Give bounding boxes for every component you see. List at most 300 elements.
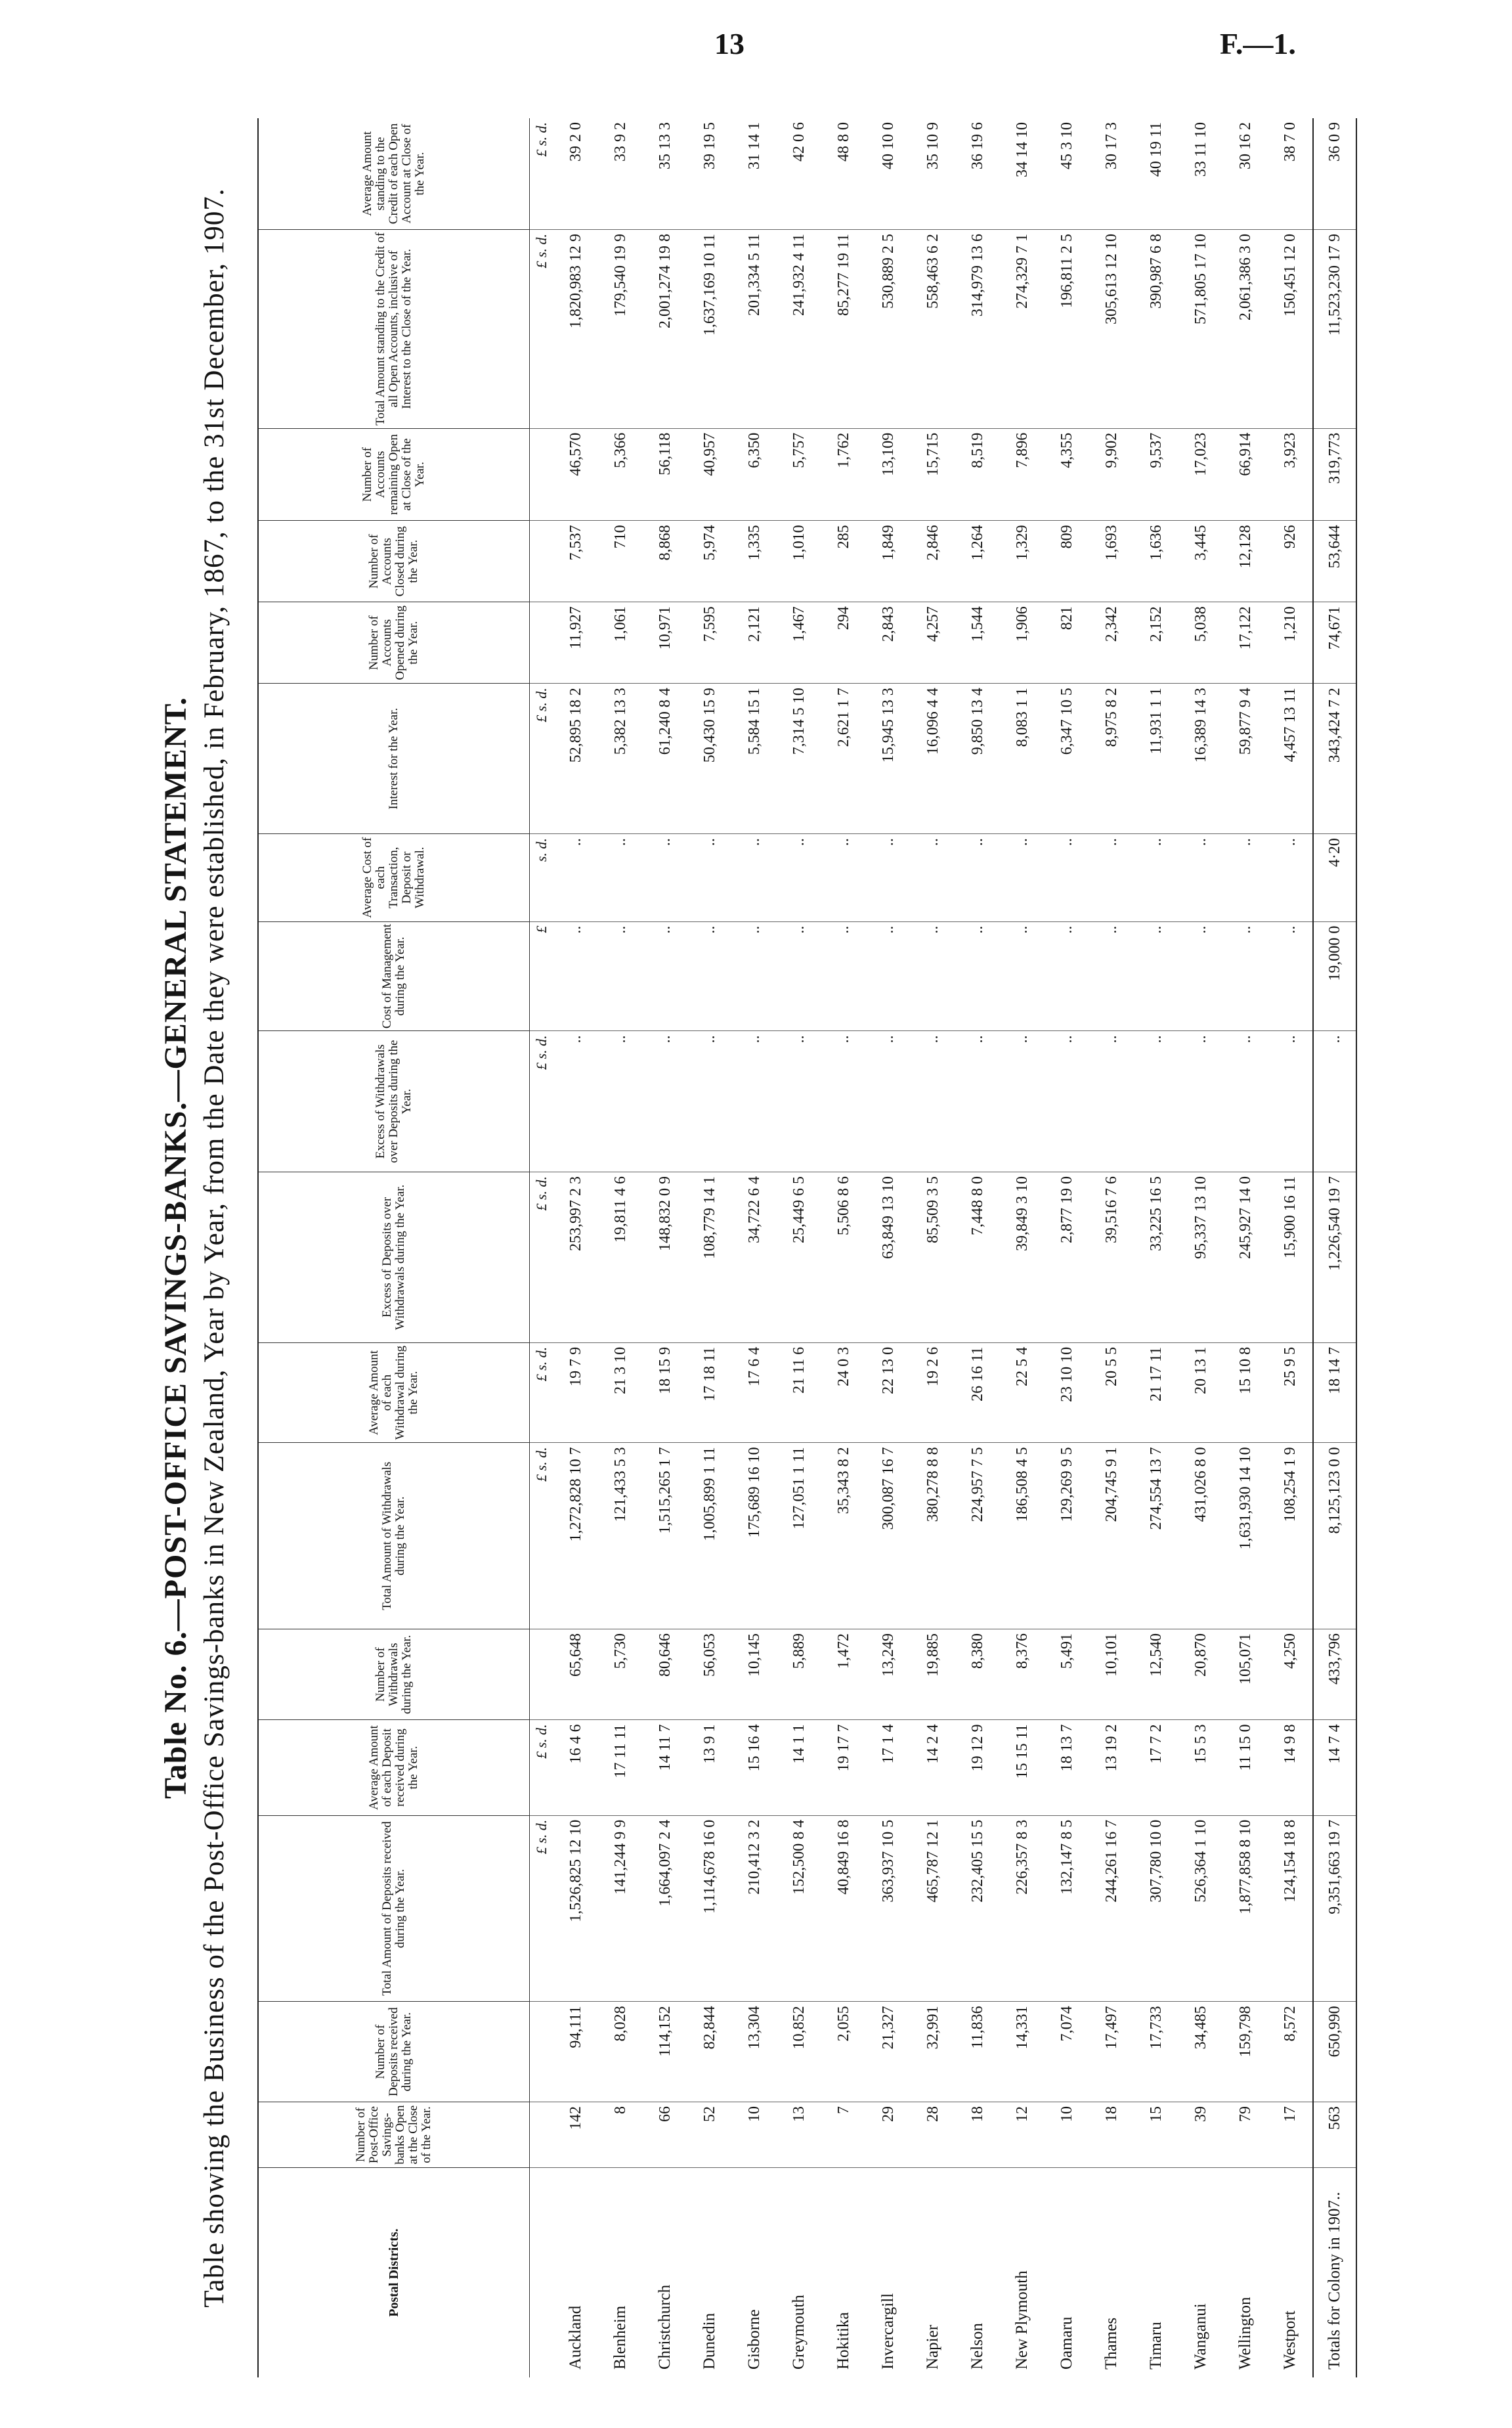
cell-closed: 1,693 xyxy=(1089,521,1134,602)
cell-avg-standing: 48 8 0 xyxy=(821,118,866,229)
cell-exc-dep: 245,927 14 0 xyxy=(1223,1172,1268,1342)
cell-opened: 821 xyxy=(1045,602,1089,684)
cell-tot-dep: 244,261 16 7 xyxy=(1089,1815,1134,2002)
cell-avg-wd: 22 13 0 xyxy=(866,1342,911,1443)
cell-closed: 8,868 xyxy=(643,521,687,602)
cell-banks: 15 xyxy=(1134,2102,1178,2167)
cell-exc-wd: .. xyxy=(1313,1031,1356,1172)
unit-sd: s. d. xyxy=(530,834,554,921)
cell-tot-dep: 526,364 1 10 xyxy=(1178,1815,1223,2002)
cell-interest: 4,457 13 11 xyxy=(1268,684,1313,834)
cell-avg-cost: .. xyxy=(643,834,687,921)
totals-body xyxy=(1313,118,1356,2377)
cell-banks: 10 xyxy=(1045,2102,1089,2167)
cell-closed: 3,445 xyxy=(1178,521,1223,602)
cell-avg-wd: 25 9 5 xyxy=(1268,1342,1313,1443)
cell-exc-dep: 19,811 4 6 xyxy=(598,1172,643,1342)
cell-tot-dep: 1,877,858 8 10 xyxy=(1223,1815,1268,2002)
cell-avg-standing: 45 3 10 xyxy=(1045,118,1089,229)
cell-avg-wd: 18 15 9 xyxy=(643,1342,687,1443)
cell-num-wd: 56,053 xyxy=(687,1629,732,1720)
cell-total-standing: 305,613 12 10 xyxy=(1089,229,1134,428)
cell-num-wd: 65,648 xyxy=(553,1629,598,1720)
cell-avg-standing: 40 10 0 xyxy=(866,118,911,229)
cell-num-dep: 82,844 xyxy=(687,2002,732,2102)
cell-avg-wd: 22 5 4 xyxy=(1000,1342,1045,1443)
cell-tot-dep: 124,154 18 8 xyxy=(1268,1815,1313,2002)
cell-tot-dep: 132,147 8 5 xyxy=(1045,1815,1089,2002)
cell-district: Gisborne xyxy=(745,2309,763,2370)
cell-num-dep: 14,331 xyxy=(1000,2002,1045,2102)
cell-district: Oamaru xyxy=(1058,2316,1075,2370)
cell-tot-wd: 431,026 8 0 xyxy=(1178,1443,1223,1629)
cell-remaining: 1,762 xyxy=(821,428,866,521)
cell-cost: 19,000 0 xyxy=(1313,921,1356,1031)
cell-tot-wd: 121,433 5 3 xyxy=(598,1443,643,1629)
cell-avg-wd: 19 2 6 xyxy=(911,1342,955,1443)
cell-exc-dep: 253,997 2 3 xyxy=(553,1172,598,1342)
cell-exc-wd: .. xyxy=(1089,1031,1134,1172)
cell-banks: 18 xyxy=(955,2102,1000,2167)
cell-num-dep: 8,028 xyxy=(598,2002,643,2102)
col-excess-deposits: Excess of Deposits over Withdrawals during the Year. xyxy=(258,1172,530,1342)
cell-tot-wd: 1,005,899 1 11 xyxy=(687,1443,732,1629)
cell-interest: 59,877 9 4 xyxy=(1223,684,1268,834)
cell-avg-cost: .. xyxy=(732,834,777,921)
table-row xyxy=(553,118,598,2377)
cell-total-standing: 274,329 7 1 xyxy=(1000,229,1045,428)
cell-exc-dep: 25,449 6 5 xyxy=(777,1172,821,1342)
cell-opened: 2,843 xyxy=(866,602,911,684)
col-avg-standing: Average Amount standing to the Credit of each Open Account at Close of the Year. xyxy=(258,118,530,229)
cell-closed: 1,264 xyxy=(955,521,1000,602)
cell-exc-wd: .. xyxy=(777,1031,821,1172)
cell-num-wd: 5,491 xyxy=(1045,1629,1089,1720)
cell-district: Wellington xyxy=(1236,2297,1254,2370)
cell-cost: .. xyxy=(1178,921,1223,1031)
unit-lsd: £ s. d. xyxy=(530,1443,554,1629)
cell-tot-wd: 224,957 7 5 xyxy=(955,1443,1000,1629)
cell-tot-dep: 1,664,097 2 4 xyxy=(643,1815,687,2002)
cell-exc-dep: 2,877 19 0 xyxy=(1045,1172,1089,1342)
cell-exc-wd: .. xyxy=(1223,1031,1268,1172)
cell-avg-cost: .. xyxy=(1268,834,1313,921)
cell-avg-standing: 42 0 6 xyxy=(777,118,821,229)
cell-exc-wd: .. xyxy=(553,1031,598,1172)
cell-avg-cost: .. xyxy=(1000,834,1045,921)
cell-total-standing: 390,987 6 8 xyxy=(1134,229,1178,428)
col-total-standing: Total Amount standing to the Credit of all Open Accounts, inclusive of Interest to the Close of the Year. xyxy=(258,229,530,428)
cell-district: Napier xyxy=(924,2324,941,2370)
cell-closed: 5,974 xyxy=(687,521,732,602)
cell-avg-wd: 19 7 9 xyxy=(553,1342,598,1443)
cell-avg-dep: 11 15 0 xyxy=(1223,1720,1268,1815)
cell-num-wd: 433,796 xyxy=(1313,1629,1356,1720)
cell-interest: 6,347 10 5 xyxy=(1045,684,1089,834)
cell-opened: 17,122 xyxy=(1223,602,1268,684)
cell-cost: .. xyxy=(1223,921,1268,1031)
unit-pounds: £ xyxy=(530,921,554,1031)
cell-avg-standing: 40 19 11 xyxy=(1134,118,1178,229)
cell-tot-wd: 204,745 9 1 xyxy=(1089,1443,1134,1629)
cell-district: Thames xyxy=(1102,2317,1120,2370)
cell-total-standing: 571,805 17 10 xyxy=(1178,229,1223,428)
cell-remaining: 5,757 xyxy=(777,428,821,521)
table-row xyxy=(1134,118,1178,2377)
cell-banks: 28 xyxy=(911,2102,955,2167)
cell-exc-dep: 15,900 16 11 xyxy=(1268,1172,1313,1342)
cell-district: New Plymouth xyxy=(1013,2270,1031,2370)
header-row xyxy=(258,118,530,2377)
cell-avg-dep: 15 5 3 xyxy=(1178,1720,1223,1815)
cell-opened: 1,544 xyxy=(955,602,1000,684)
unit-lsd: £ s. d. xyxy=(530,229,554,428)
cell-tot-wd: 175,689 16 10 xyxy=(732,1443,777,1629)
cell-exc-dep: 63,849 13 10 xyxy=(866,1172,911,1342)
table-row xyxy=(777,118,821,2377)
cell-total-standing: 1,637,169 10 11 xyxy=(687,229,732,428)
cell-num-wd: 19,885 xyxy=(911,1629,955,1720)
cell-interest: 5,584 15 1 xyxy=(732,684,777,834)
cell-num-wd: 12,540 xyxy=(1134,1629,1178,1720)
table-caption: Table No. 6.—POST-OFFICE SAVINGS-BANKS.—GENERAL STATEMENT. xyxy=(158,697,193,1799)
cell-district: Timaru xyxy=(1147,2322,1165,2370)
cell-avg-standing: 35 10 9 xyxy=(911,118,955,229)
cell-avg-standing: 30 16 2 xyxy=(1223,118,1268,229)
cell-remaining: 4,355 xyxy=(1045,428,1089,521)
paper-identifier: F.—1. xyxy=(1220,27,1296,60)
table-row xyxy=(955,118,1000,2377)
cell-exc-wd: .. xyxy=(866,1031,911,1172)
cell-interest: 343,424 7 2 xyxy=(1313,684,1356,834)
cell-avg-standing: 33 9 2 xyxy=(598,118,643,229)
totals-row xyxy=(1313,118,1356,2377)
cell-avg-cost: .. xyxy=(687,834,732,921)
cell-avg-standing: 30 17 3 xyxy=(1089,118,1134,229)
cell-avg-cost: 4·20 xyxy=(1313,834,1356,921)
cell-interest: 61,240 8 4 xyxy=(643,684,687,834)
cell-num-dep: 2,055 xyxy=(821,2002,866,2102)
cell-avg-standing: 31 14 1 xyxy=(732,118,777,229)
cell-opened: 1,210 xyxy=(1268,602,1313,684)
cell-district: Invercargill xyxy=(879,2293,897,2370)
cell-exc-wd: .. xyxy=(1000,1031,1045,1172)
cell-avg-dep: 16 4 6 xyxy=(553,1720,598,1815)
col-banks-open: Number of Post-Office Savings-banks Open at the Close of the Year. xyxy=(258,2102,530,2167)
unit-lsd: £ s. d. xyxy=(530,118,554,229)
cell-avg-dep: 17 7 2 xyxy=(1134,1720,1178,1815)
cell-tot-wd: 380,278 8 8 xyxy=(911,1443,955,1629)
cell-opened: 1,906 xyxy=(1000,602,1045,684)
cell-total-standing: 558,463 6 2 xyxy=(911,229,955,428)
cell-num-wd: 8,376 xyxy=(1000,1629,1045,1720)
cell-cost: .. xyxy=(911,921,955,1031)
cell-banks: 142 xyxy=(553,2102,598,2167)
cell-district: Auckland xyxy=(567,2305,584,2370)
cell-closed: 926 xyxy=(1268,521,1313,602)
cell-closed: 285 xyxy=(821,521,866,602)
cell-remaining: 6,350 xyxy=(732,428,777,521)
cell-avg-wd: 21 17 11 xyxy=(1134,1342,1178,1443)
cell-cost: .. xyxy=(1134,921,1178,1031)
cell-district: Hokitika xyxy=(834,2312,852,2370)
cell-closed: 7,537 xyxy=(553,521,598,602)
cell-cost: .. xyxy=(643,921,687,1031)
cell-avg-standing: 36 19 6 xyxy=(955,118,1000,229)
cell-tot-wd: 127,051 1 11 xyxy=(777,1443,821,1629)
cell-avg-dep: 18 13 7 xyxy=(1045,1720,1089,1815)
cell-tot-dep: 40,849 16 8 xyxy=(821,1815,866,2002)
page-number: 13 xyxy=(714,27,745,60)
cell-closed: 1,335 xyxy=(732,521,777,602)
cell-closed: 12,128 xyxy=(1223,521,1268,602)
col-accounts-opened: Number of Accounts Opened during the Year. xyxy=(258,602,530,684)
cell-interest: 52,895 18 2 xyxy=(553,684,598,834)
cell-interest: 9,850 13 4 xyxy=(955,684,1000,834)
table-row xyxy=(911,118,955,2377)
col-avg-deposit: Average Amount of each Deposit received during the Year. xyxy=(258,1720,530,1815)
cell-total-standing: 179,540 19 9 xyxy=(598,229,643,428)
cell-interest: 16,096 4 4 xyxy=(911,684,955,834)
cell-remaining: 9,537 xyxy=(1134,428,1178,521)
col-total-deposits: Total Amount of Deposits received during the Year. xyxy=(258,1815,530,2002)
cell-banks: 10 xyxy=(732,2102,777,2167)
cell-cost: .. xyxy=(1089,921,1134,1031)
cell-avg-dep: 19 17 7 xyxy=(821,1720,866,1815)
cell-exc-dep: 34,722 6 4 xyxy=(732,1172,777,1342)
table-row xyxy=(732,118,777,2377)
cell-opened: 2,342 xyxy=(1089,602,1134,684)
cell-remaining: 5,366 xyxy=(598,428,643,521)
cell-interest: 8,083 1 1 xyxy=(1000,684,1045,834)
cell-num-wd: 5,730 xyxy=(598,1629,643,1720)
cell-avg-dep: 14 1 1 xyxy=(777,1720,821,1815)
cell-avg-standing: 34 14 10 xyxy=(1000,118,1045,229)
cell-avg-cost: .. xyxy=(598,834,643,921)
cell-avg-dep: 15 15 11 xyxy=(1000,1720,1045,1815)
cell-total-standing: 11,523,230 17 9 xyxy=(1313,229,1356,428)
cell-num-dep: 94,111 xyxy=(553,2002,598,2102)
cell-remaining: 8,519 xyxy=(955,428,1000,521)
cell-cost: .. xyxy=(955,921,1000,1031)
cell-exc-dep: 108,779 14 1 xyxy=(687,1172,732,1342)
cell-interest: 50,430 15 9 xyxy=(687,684,732,834)
cell-opened: 10,971 xyxy=(643,602,687,684)
cell-remaining: 13,109 xyxy=(866,428,911,521)
cell-avg-dep: 13 19 2 xyxy=(1089,1720,1134,1815)
cell-avg-wd: 18 14 7 xyxy=(1313,1342,1356,1443)
cell-district: Totals for Colony in 1907.. xyxy=(1313,2168,1356,2377)
cell-num-dep: 17,497 xyxy=(1089,2002,1134,2102)
cell-total-standing: 2,001,274 19 8 xyxy=(643,229,687,428)
cell-total-standing: 196,811 2 5 xyxy=(1045,229,1089,428)
cell-avg-cost: .. xyxy=(1045,834,1089,921)
cell-avg-dep: 14 11 7 xyxy=(643,1720,687,1815)
col-avg-withdrawal: Average Amount of each Withdrawal during the Year. xyxy=(258,1342,530,1443)
cell-banks: 66 xyxy=(643,2102,687,2167)
cell-opened: 74,671 xyxy=(1313,602,1356,684)
cell-avg-dep: 14 2 4 xyxy=(911,1720,955,1815)
table-row xyxy=(1268,118,1313,2377)
cell-avg-standing: 35 13 3 xyxy=(643,118,687,229)
cell-avg-dep: 17 1 4 xyxy=(866,1720,911,1815)
col-num-deposits: Number of Deposits received during the Year. xyxy=(258,2002,530,2102)
cell-avg-standing: 39 19 5 xyxy=(687,118,732,229)
cell-num-wd: 80,646 xyxy=(643,1629,687,1720)
cell-num-wd: 10,101 xyxy=(1089,1629,1134,1720)
rotated-table-block xyxy=(158,118,1343,2377)
cell-num-wd: 13,249 xyxy=(866,1629,911,1720)
cell-cost: .. xyxy=(1045,921,1089,1031)
col-district: Postal Districts. xyxy=(258,2168,530,2377)
cell-num-wd: 10,145 xyxy=(732,1629,777,1720)
savings-bank-table xyxy=(257,118,1357,2377)
cell-closed: 1,849 xyxy=(866,521,911,602)
cell-num-dep: 11,836 xyxy=(955,2002,1000,2102)
cell-remaining: 3,923 xyxy=(1268,428,1313,521)
cell-tot-dep: 1,114,678 16 0 xyxy=(687,1815,732,2002)
cell-avg-dep: 14 7 4 xyxy=(1313,1720,1356,1815)
cell-avg-cost: .. xyxy=(553,834,598,921)
cell-opened: 5,038 xyxy=(1178,602,1223,684)
cell-num-wd: 20,870 xyxy=(1178,1629,1223,1720)
cell-remaining: 17,023 xyxy=(1178,428,1223,521)
cell-interest: 8,975 8 2 xyxy=(1089,684,1134,834)
cell-opened: 1,467 xyxy=(777,602,821,684)
cell-interest: 11,931 1 1 xyxy=(1134,684,1178,834)
cell-avg-cost: .. xyxy=(866,834,911,921)
cell-tot-dep: 465,787 12 1 xyxy=(911,1815,955,2002)
cell-total-standing: 150,451 12 0 xyxy=(1268,229,1313,428)
unit-lsd: £ s. d. xyxy=(530,1031,554,1172)
cell-exc-wd: .. xyxy=(1045,1031,1089,1172)
cell-total-standing: 530,889 2 5 xyxy=(866,229,911,428)
cell-cost: .. xyxy=(821,921,866,1031)
cell-avg-cost: .. xyxy=(1178,834,1223,921)
cell-total-standing: 241,932 4 11 xyxy=(777,229,821,428)
cell-exc-dep: 1,226,540 19 7 xyxy=(1313,1172,1356,1342)
cell-num-wd: 4,250 xyxy=(1268,1629,1313,1720)
cell-district: Blenheim xyxy=(611,2305,629,2370)
table-row xyxy=(1223,118,1268,2377)
cell-total-standing: 1,820,983 12 9 xyxy=(553,229,598,428)
col-cost-management: Cost of Management during the Year. xyxy=(258,921,530,1031)
cell-remaining: 56,118 xyxy=(643,428,687,521)
cell-tot-dep: 9,351,663 19 7 xyxy=(1313,1815,1356,2002)
cell-tot-dep: 232,405 15 5 xyxy=(955,1815,1000,2002)
cell-exc-wd: .. xyxy=(732,1031,777,1172)
cell-num-dep: 17,733 xyxy=(1134,2002,1178,2102)
cell-num-dep: 159,798 xyxy=(1223,2002,1268,2102)
cell-avg-cost: .. xyxy=(1134,834,1178,921)
cell-num-dep: 21,327 xyxy=(866,2002,911,2102)
cell-banks: 79 xyxy=(1223,2102,1268,2167)
col-accounts-closed: Number of Accounts Closed during the Year. xyxy=(258,521,530,602)
cell-closed: 2,846 xyxy=(911,521,955,602)
table-subtitle: Table showing the Business of the Post-Office Savings-banks in New Zealand, Year by Year, from the Date they were established, in February, 1867, to the 31st December, 1907. xyxy=(199,188,230,2308)
cell-closed: 710 xyxy=(598,521,643,602)
cell-num-wd: 8,380 xyxy=(955,1629,1000,1720)
cell-exc-wd: .. xyxy=(1268,1031,1313,1172)
cell-tot-wd: 129,269 9 5 xyxy=(1045,1443,1089,1629)
cell-district: Dunedin xyxy=(701,2312,718,2370)
cell-tot-dep: 210,412 3 2 xyxy=(732,1815,777,2002)
cell-num-dep: 34,485 xyxy=(1178,2002,1223,2102)
cell-tot-dep: 363,937 10 5 xyxy=(866,1815,911,2002)
cell-district: Nelson xyxy=(968,2323,986,2370)
cell-remaining: 46,570 xyxy=(553,428,598,521)
table-row xyxy=(598,118,643,2377)
col-avg-cost: Average Cost of each Transaction, Deposit or Withdrawal. xyxy=(258,834,530,921)
cell-num-dep: 13,304 xyxy=(732,2002,777,2102)
col-total-withdrawals: Total Amount of Withdrawals during the Year. xyxy=(258,1443,530,1629)
cell-tot-wd: 1,631,930 14 10 xyxy=(1223,1443,1268,1629)
cell-total-standing: 314,979 13 6 xyxy=(955,229,1000,428)
cell-district: Westport xyxy=(1281,2310,1299,2370)
cell-cost: .. xyxy=(1000,921,1045,1031)
table-body xyxy=(553,118,1313,2377)
cell-opened: 7,595 xyxy=(687,602,732,684)
cell-avg-wd: 20 5 5 xyxy=(1089,1342,1134,1443)
cell-banks: 29 xyxy=(866,2102,911,2167)
cell-opened: 294 xyxy=(821,602,866,684)
cell-tot-wd: 35,343 8 2 xyxy=(821,1443,866,1629)
cell-opened: 4,257 xyxy=(911,602,955,684)
cell-tot-dep: 1,526,825 12 10 xyxy=(553,1815,598,2002)
cell-avg-wd: 17 6 4 xyxy=(732,1342,777,1443)
cell-banks: 13 xyxy=(777,2102,821,2167)
cell-exc-wd: .. xyxy=(1178,1031,1223,1172)
cell-avg-cost: .. xyxy=(911,834,955,921)
cell-exc-dep: 7,448 8 0 xyxy=(955,1172,1000,1342)
cell-avg-standing: 39 2 0 xyxy=(553,118,598,229)
unit-lsd: £ s. d. xyxy=(530,684,554,834)
cell-cost: .. xyxy=(1268,921,1313,1031)
cell-interest: 5,382 13 3 xyxy=(598,684,643,834)
cell-banks: 563 xyxy=(1313,2102,1356,2167)
cell-district: Greymouth xyxy=(790,2295,808,2370)
cell-closed: 1,636 xyxy=(1134,521,1178,602)
cell-tot-dep: 307,780 10 0 xyxy=(1134,1815,1178,2002)
cell-num-dep: 650,990 xyxy=(1313,2002,1356,2102)
cell-exc-dep: 5,506 8 6 xyxy=(821,1172,866,1342)
cell-remaining: 66,914 xyxy=(1223,428,1268,521)
cell-avg-wd: 24 0 3 xyxy=(821,1342,866,1443)
cell-num-dep: 32,991 xyxy=(911,2002,955,2102)
cell-avg-cost: .. xyxy=(1223,834,1268,921)
cell-exc-dep: 95,337 13 10 xyxy=(1178,1172,1223,1342)
cell-avg-cost: .. xyxy=(1089,834,1134,921)
cell-avg-wd: 20 13 1 xyxy=(1178,1342,1223,1443)
cell-tot-wd: 8,125,123 0 0 xyxy=(1313,1443,1356,1629)
cell-remaining: 9,902 xyxy=(1089,428,1134,521)
table-row xyxy=(687,118,732,2377)
cell-district: Christchurch xyxy=(656,2284,674,2370)
cell-avg-dep: 13 9 1 xyxy=(687,1720,732,1815)
cell-total-standing: 85,277 19 11 xyxy=(821,229,866,428)
cell-tot-dep: 226,357 8 3 xyxy=(1000,1815,1045,2002)
cell-interest: 15,945 13 3 xyxy=(866,684,911,834)
cell-avg-wd: 17 18 11 xyxy=(687,1342,732,1443)
cell-total-standing: 201,334 5 11 xyxy=(732,229,777,428)
cell-exc-wd: .. xyxy=(687,1031,732,1172)
cell-tot-dep: 141,244 9 9 xyxy=(598,1815,643,2002)
cell-tot-dep: 152,500 8 4 xyxy=(777,1815,821,2002)
cell-interest: 7,314 5 10 xyxy=(777,684,821,834)
cell-num-wd: 105,071 xyxy=(1223,1629,1268,1720)
cell-avg-standing: 36 0 9 xyxy=(1313,118,1356,229)
cell-banks: 52 xyxy=(687,2102,732,2167)
